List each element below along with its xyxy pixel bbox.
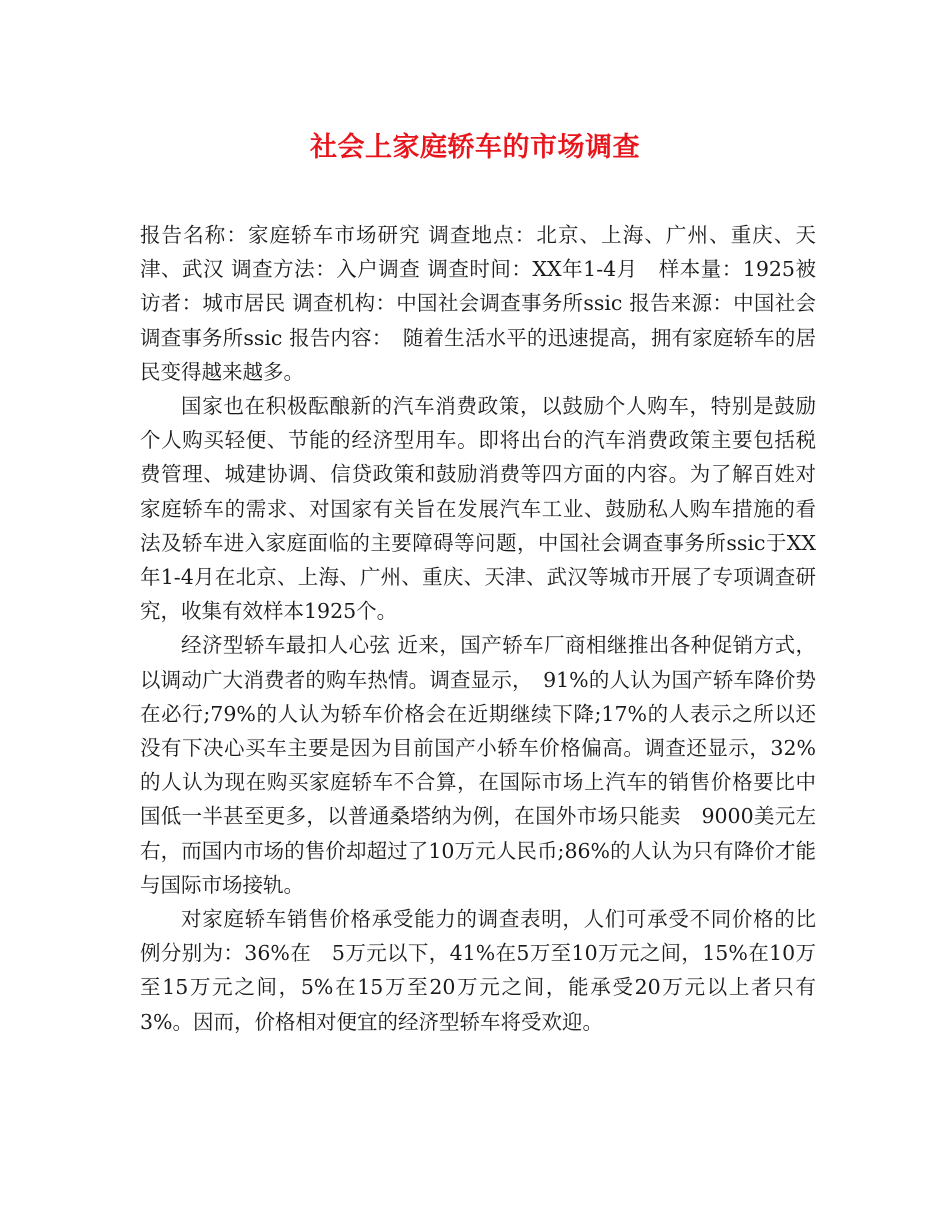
paragraph-economy-cars: 经济型轿车最扣人心弦 近来，国产轿车厂商相继推出各种促销方式，以调动广大消费者的购车热情。调查显示， 91%的人认为国产轿车降价势在必行;79%的人认为轿车价格会在近期继续下降;17%的人表示之所以还没有下决心买车主要是因为目前国产小轿车价格偏高。调查还显示，32%的人认为现在购买家庭轿车不合算，在国际市场上汽车的销售价格要比中国低一半甚至更多，以普通桑塔纳为例，在国外市场只能卖 9000美元左右，而国内市场的售价却超过了10万元人民币;86%的人认为只有降价才能与国际市场接轨。 (140, 633, 816, 897)
paragraph-price-affordability: 对家庭轿车销售价格承受能力的调查表明，人们可承受不同价格的比例分别为：36%在 5万元以下，41%在5万至10万元之间，15%在10万至15万元之间，5%在15万至20万元之间，能承受20万元以上者只有3%。因而，价格相对便宜的经济型轿车将受欢迎。 (140, 907, 816, 1034)
document-body (140, 218, 816, 1039)
document-title: 社会上家庭轿车的市场调查 (310, 132, 640, 163)
paragraph-policy: 国家也在积极酝酿新的汽车消费政策，以鼓励个人购车，特别是鼓励个人购买轻便、节能的经济型用车。即将出台的汽车消费政策主要包括税费管理、城建协调、信贷政策和鼓励消费等四方面的内容。为了解百姓对家庭轿车的需求、对国家有关旨在发展汽车工业、鼓励私人购车措施的看法及轿车进入家庭面临的主要障碍等问题，中国社会调查事务所ssic于XX年1-4月在北京、上海、广州、重庆、天津、武汉等城市开展了专项调查研究，收集有效样本1925个。 (140, 394, 816, 624)
paragraph-report-info: 报告名称：家庭轿车市场研究 调查地点：北京、上海、广州、重庆、天津、武汉 调查方法：入户调查 调查时间：XX年1-4月 样本量：1925被访者：城市居民 调查机构：中国社会调查事务所ssic 报告来源：中国社会调查事务所ssic 报告内容： 随着生活水平的迅速提高，拥有家庭轿车的居民变得越来越多。 (140, 223, 816, 384)
